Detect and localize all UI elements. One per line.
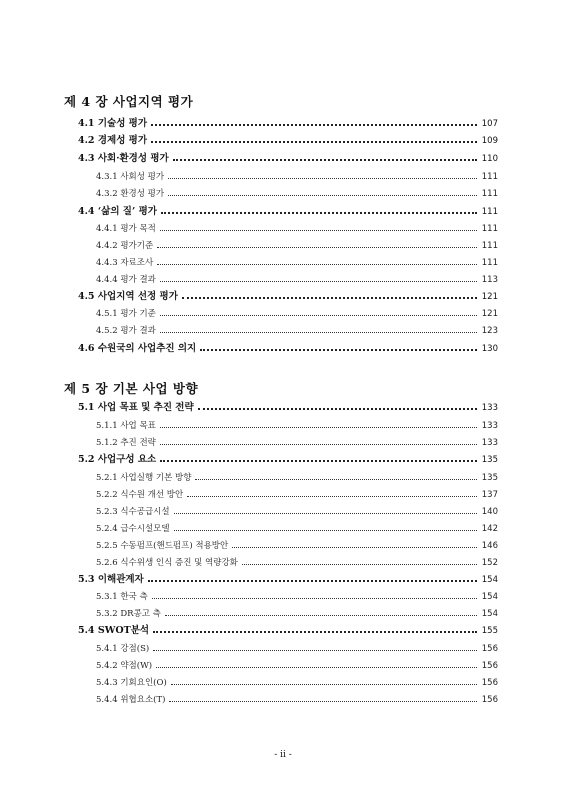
toc-page-number: 111: [481, 189, 498, 199]
toc-entry-label: 4.4.3 자료조사: [96, 258, 154, 268]
toc-page-number: 107: [481, 119, 498, 129]
toc-section-entry[interactable]: [78, 133, 498, 149]
toc-entry-label: 4.3 사회·환경성 평가: [78, 153, 169, 164]
toc-page-number: 156: [481, 661, 498, 671]
toc-page-number: 133: [481, 438, 498, 448]
chapter-title: 제 5 장 기본 사업 방향: [64, 381, 199, 396]
toc-page-number: 113: [481, 275, 498, 285]
dot-leader: [160, 427, 477, 428]
toc-page-number: 109: [481, 136, 498, 146]
dot-leader: [174, 530, 477, 531]
toc-page-number: 133: [481, 403, 498, 413]
toc-entry-label: 5.4.4 위협요소(T): [96, 695, 166, 705]
toc-section-entry[interactable]: [78, 623, 498, 639]
dot-leader: [232, 547, 477, 548]
toc-entry-label: 5.4 SWOT분석: [78, 625, 150, 636]
dot-leader: [174, 513, 477, 514]
toc-page-number: 154: [481, 609, 498, 619]
toc-page-number: 154: [481, 575, 498, 585]
toc-page-number: 130: [481, 344, 498, 354]
dot-leader: [160, 230, 477, 231]
toc-entry-label: 4.4.1 평가 목적: [96, 224, 156, 234]
toc-subsection-entry[interactable]: [96, 658, 498, 674]
dot-leader: [160, 332, 477, 333]
dot-leader: [198, 408, 477, 410]
toc-entry-label: 4.1 기술성 평가: [78, 118, 148, 129]
toc-page-number: 155: [481, 626, 498, 636]
toc-subsection-entry[interactable]: [96, 186, 498, 202]
dot-leader: [168, 178, 477, 179]
toc-entry-label: 5.2 사업구성 요소: [78, 454, 157, 465]
dot-leader: [200, 349, 477, 351]
dot-leader: [169, 701, 476, 702]
toc-entry-label: 4.5.1 평가 기준: [96, 309, 156, 319]
toc-subsection-entry[interactable]: [96, 555, 498, 571]
toc-page-number: 137: [481, 490, 498, 500]
toc-subsection-entry[interactable]: [96, 692, 498, 708]
toc-page-number: 111: [481, 172, 498, 182]
toc-section-entry[interactable]: [78, 204, 498, 220]
toc-page-number: 135: [481, 473, 498, 483]
toc-page-number: 146: [481, 541, 498, 551]
toc-entry-label: 5.2.2 식수원 개선 방안: [96, 490, 184, 500]
toc-page-number: 111: [481, 258, 498, 268]
toc-section-entry[interactable]: [78, 289, 498, 305]
dot-leader: [187, 496, 477, 497]
toc-subsection-entry[interactable]: [96, 641, 498, 657]
toc-subsection-entry[interactable]: [96, 435, 498, 451]
toc-page-number: 121: [481, 292, 498, 302]
dot-leader: [160, 444, 477, 445]
toc-entry-label: 4.3.2 환경성 평가: [96, 189, 165, 199]
toc-entry-label: 5.2.1 사업실행 기본 방향: [96, 473, 192, 483]
toc-entry-label: 4.5.2 평가 결과: [96, 326, 156, 336]
toc-entry-label: 4.4 ‘삶의 질’ 평가: [78, 206, 157, 217]
toc-page-number: 156: [481, 678, 498, 688]
dot-leader: [157, 247, 477, 248]
toc-subsection-entry[interactable]: [96, 418, 498, 434]
toc-entry-label: 5.2.5 수동펌프(핸드펌프) 적용방안: [96, 541, 229, 551]
toc-subsection-entry[interactable]: [96, 323, 498, 339]
dot-leader: [173, 159, 477, 161]
toc-entry-label: 5.2.4 급수시설모델: [96, 524, 170, 534]
toc-page-number: 110: [481, 154, 498, 164]
dot-leader: [168, 195, 477, 196]
toc-subsection-entry[interactable]: [96, 487, 498, 503]
toc-page-number: 111: [481, 224, 498, 234]
dot-leader: [171, 684, 477, 685]
toc-entry-label: 5.4.1 강점(S): [96, 644, 150, 654]
toc-page-number: 140: [481, 507, 498, 517]
toc-subsection-entry[interactable]: [96, 675, 498, 691]
toc-page-number: 152: [481, 558, 498, 568]
toc-page-number: 111: [481, 207, 498, 217]
toc-subsection-entry[interactable]: [96, 470, 498, 486]
toc-subsection-entry[interactable]: [96, 538, 498, 554]
toc-page-number: 111: [481, 241, 498, 251]
chapter-title: 제 4 장 사업지역 평가: [64, 94, 194, 109]
dot-leader: [161, 212, 477, 214]
toc-entry-label: 4.3.1 사회성 평가: [96, 172, 165, 182]
toc-page-number: 156: [481, 644, 498, 654]
toc-entry-label: 4.4.2 평가기준: [96, 241, 154, 251]
dot-leader: [182, 297, 477, 299]
toc-entry-label: 5.4.3 기회요인(O): [96, 678, 167, 688]
toc-entry-label: 5.2.6 식수위생 인식 증진 및 역량강화: [96, 558, 238, 568]
dot-leader: [195, 479, 476, 480]
toc-entry-label: 5.3 이해관계자: [78, 574, 144, 585]
toc-page-number: 123: [481, 326, 498, 336]
toc-entry-label: 4.5 사업지역 선정 평가: [78, 291, 178, 302]
toc-entry-label: 5.1 사업 목표 및 추진 전략: [78, 402, 194, 413]
toc-entry-label: 4.4.4 평가 결과: [96, 275, 156, 285]
dot-leader: [157, 264, 477, 265]
toc-section-entry[interactable]: [78, 572, 498, 588]
toc-section-entry[interactable]: [78, 116, 498, 132]
toc-section-entry[interactable]: [78, 151, 498, 167]
toc-subsection-entry[interactable]: [96, 606, 498, 622]
toc-subsection-entry[interactable]: [96, 589, 498, 605]
dot-leader: [165, 615, 477, 616]
dot-leader: [156, 667, 477, 668]
toc-subsection-entry[interactable]: [96, 306, 498, 322]
dot-leader: [152, 598, 477, 599]
dot-leader: [153, 650, 477, 651]
dot-leader: [160, 281, 477, 282]
dot-leader: [160, 460, 477, 462]
toc-page-number: 133: [481, 421, 498, 431]
toc-section-entry[interactable]: [78, 400, 498, 416]
toc-page-number: 156: [481, 695, 498, 705]
toc-subsection-entry[interactable]: [96, 272, 498, 288]
toc-entry-label: 5.4.2 약점(W): [96, 661, 153, 671]
toc-section-entry[interactable]: [78, 452, 498, 468]
dot-leader: [153, 631, 477, 633]
toc-subsection-entry[interactable]: [96, 504, 498, 520]
dot-leader: [242, 564, 477, 565]
toc-entry-label: 5.2.3 식수공급시설: [96, 507, 170, 517]
toc-page-number: 142: [481, 524, 498, 534]
toc-entry-label: 5.3.2 DR콩고 측: [96, 609, 161, 619]
toc-subsection-entry[interactable]: [96, 255, 498, 271]
toc-subsection-entry[interactable]: [96, 521, 498, 537]
toc-page-number: 135: [481, 455, 498, 465]
toc-entry-label: 5.3.1 한국 측: [96, 592, 148, 602]
toc-entry-label: 5.1.2 추진 전략: [96, 438, 156, 448]
toc-section-entry[interactable]: [78, 341, 498, 357]
dot-leader: [151, 124, 477, 126]
toc-entry-label: 4.6 수원국의 사업추진 의지: [78, 343, 197, 354]
toc-entry-label: 5.1.1 사업 목표: [96, 421, 156, 431]
toc-subsection-entry[interactable]: [96, 238, 498, 254]
toc-subsection-entry[interactable]: [96, 221, 498, 237]
dot-leader: [148, 580, 477, 582]
toc-entry-label: 4.2 경제성 평가: [78, 135, 148, 146]
toc-page-number: 154: [481, 592, 498, 602]
page-number: - ii -: [274, 750, 292, 760]
toc-subsection-entry[interactable]: [96, 169, 498, 185]
toc-page-number: 121: [481, 309, 498, 319]
dot-leader: [160, 315, 477, 316]
dot-leader: [151, 141, 477, 143]
